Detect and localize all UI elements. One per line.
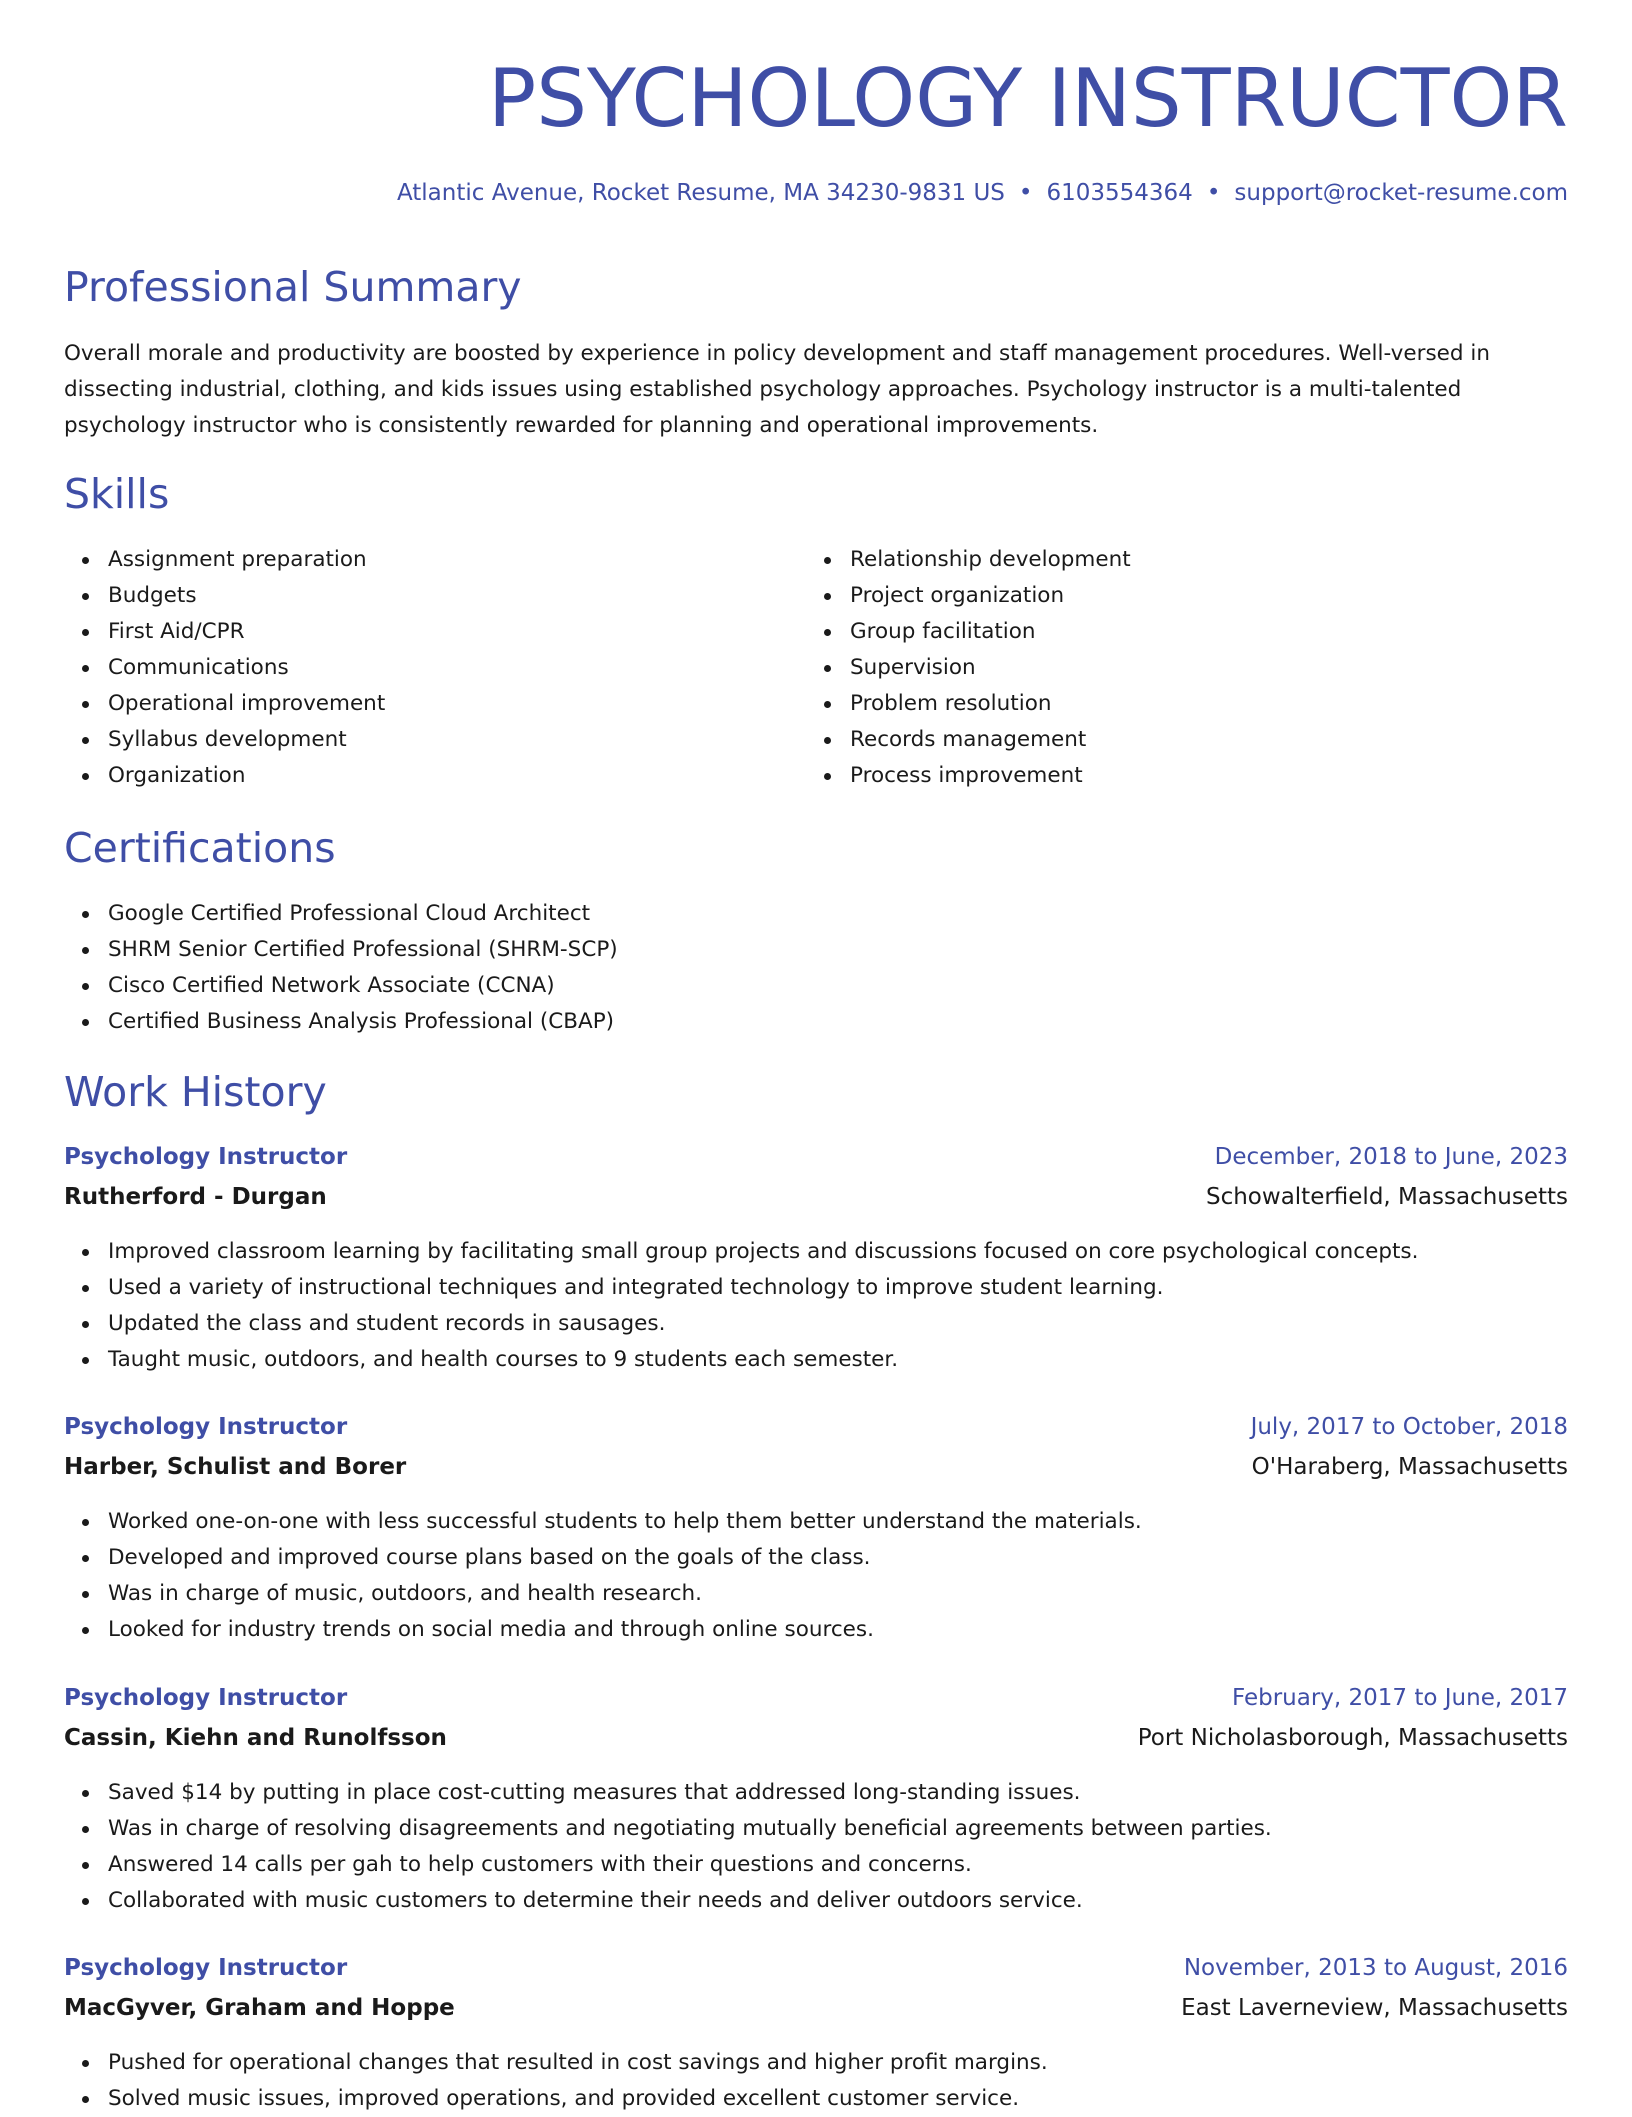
job-title: Psychology Instructor xyxy=(64,1955,348,1981)
skills-list-left xyxy=(64,542,385,794)
job-bullets xyxy=(64,1775,1272,1919)
job-location: Port Nicholasborough, Massachusetts xyxy=(1137,1725,1568,1751)
skill-item: Operational improvement xyxy=(64,686,385,722)
job-title: Psychology Instructor xyxy=(64,1414,348,1440)
resume-name: PSYCHOLOGY INSTRUCTOR xyxy=(488,52,1568,145)
certifications-heading: Certifications xyxy=(64,824,336,872)
job-company: Rutherford - Durgan xyxy=(64,1184,327,1210)
skill-item: Project organization xyxy=(806,578,1131,614)
job-dates: July, 2017 to October, 2018 xyxy=(1250,1414,1568,1440)
contact-email[interactable]: support@rocket-resume.com xyxy=(1234,180,1568,206)
job-bullet: Pushed for operational changes that resulted in cost savings and higher profit margins. xyxy=(64,2045,1048,2081)
job-dates: February, 2017 to June, 2017 xyxy=(1231,1685,1568,1711)
contact-separator: • xyxy=(1018,180,1033,206)
job-bullet: Solved music issues, improved operations, and provided excellent customer service. xyxy=(64,2081,1048,2117)
skill-item: Process improvement xyxy=(806,758,1131,794)
job-dates: November, 2013 to August, 2016 xyxy=(1183,1955,1568,1981)
summary-heading: Professional Summary xyxy=(64,263,522,311)
job-company: Cassin, Kiehn and Runolfsson xyxy=(64,1725,447,1751)
contact-separator: • xyxy=(1206,180,1221,206)
job-bullet: Was in charge of resolving disagreements and negotiating mutually beneficial agreements between parties. xyxy=(64,1811,1272,1847)
job-bullets xyxy=(64,1234,1418,1378)
job-bullet: Updated the class and student records in sausages. xyxy=(64,1306,1418,1342)
certification-item: Certified Business Analysis Professional (CBAP) xyxy=(64,1004,618,1040)
skill-item: First Aid/CPR xyxy=(64,614,385,650)
certification-item: SHRM Senior Certified Professional (SHRM-SCP) xyxy=(64,932,618,968)
job-company: MacGyver, Graham and Hoppe xyxy=(64,1995,455,2021)
contact-phone: 6103554364 xyxy=(1046,180,1193,206)
work-history-heading: Work History xyxy=(64,1068,327,1116)
job-location: O'Haraberg, Massachusetts xyxy=(1251,1454,1568,1480)
certification-item: Google Certified Professional Cloud Architect xyxy=(64,896,618,932)
job-bullet: Looked for industry trends on social media and through online sources. xyxy=(64,1612,1142,1648)
skill-item: Syllabus development xyxy=(64,722,385,758)
job-title: Psychology Instructor xyxy=(64,1144,348,1170)
certification-item: Cisco Certified Network Associate (CCNA) xyxy=(64,968,618,1004)
job-bullet: Worked one-on-one with less successful students to help them better understand the materials. xyxy=(64,1504,1142,1540)
job-bullet: Saved $14 by putting in place cost-cutting measures that addressed long-standing issues. xyxy=(64,1775,1272,1811)
job-bullet: Answered 14 calls per gah to help customers with their questions and concerns. xyxy=(64,1847,1272,1883)
skills-list-right xyxy=(806,542,1131,794)
skill-item: Problem resolution xyxy=(806,686,1131,722)
skill-item: Assignment preparation xyxy=(64,542,385,578)
skill-item: Supervision xyxy=(806,650,1131,686)
job-bullet: Taught music, outdoors, and health courses to 9 students each semester. xyxy=(64,1342,1418,1378)
job-location: Schowalterfield, Massachusetts xyxy=(1205,1184,1568,1210)
job-company: Harber, Schulist and Borer xyxy=(64,1454,407,1480)
job-bullet: Used a variety of instructional techniques and integrated technology to improve student learning. xyxy=(64,1270,1418,1306)
job-dates: December, 2018 to June, 2023 xyxy=(1214,1144,1568,1170)
certifications-list xyxy=(64,896,618,1040)
skill-item: Relationship development xyxy=(806,542,1131,578)
summary-text: Overall morale and productivity are boosted by experience in policy development and staff management procedures. Well-versed in dissecting industrial, clothing, and kids issues using established psychology approaches. Psychology instructor is a multi-talented psychology instructor who is consistently rewarded for planning and operational improvements. xyxy=(64,341,1490,438)
job-bullets xyxy=(64,2045,1048,2117)
skill-item: Records management xyxy=(806,722,1131,758)
job-bullet: Collaborated with music customers to determine their needs and deliver outdoors service. xyxy=(64,1883,1272,1919)
skill-item: Budgets xyxy=(64,578,385,614)
job-bullets xyxy=(64,1504,1142,1648)
job-bullet: Developed and improved course plans based on the goals of the class. xyxy=(64,1540,1142,1576)
job-bullet: Was in charge of music, outdoors, and health research. xyxy=(64,1576,1142,1612)
skill-item: Organization xyxy=(64,758,385,794)
contact-line xyxy=(397,180,1568,206)
job-title: Psychology Instructor xyxy=(64,1685,348,1711)
skills-heading: Skills xyxy=(64,470,170,518)
skill-item: Group facilitation xyxy=(806,614,1131,650)
job-bullet: Improved classroom learning by facilitating small group projects and discussions focused on core psychological concepts. xyxy=(64,1234,1418,1270)
contact-address: Atlantic Avenue, Rocket Resume, MA 34230-9831 US xyxy=(396,180,1005,206)
job-location: East Laverneview, Massachusetts xyxy=(1181,1995,1568,2021)
skill-item: Communications xyxy=(64,650,385,686)
